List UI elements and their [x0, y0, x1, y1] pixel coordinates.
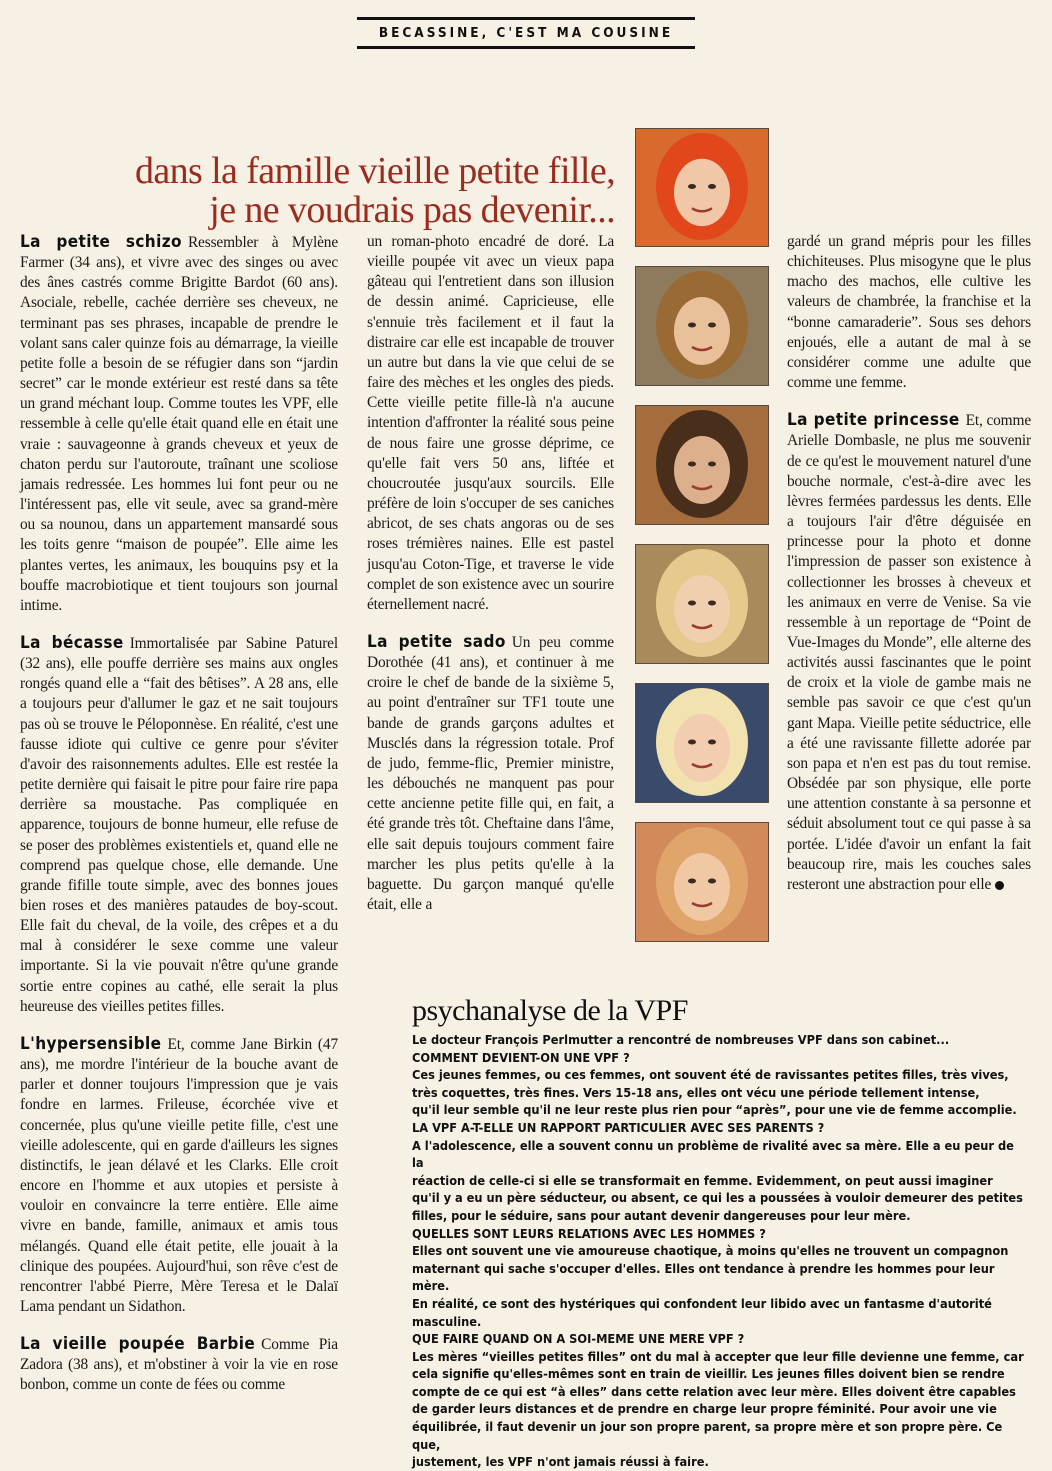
section-kicker: La bécasse [20, 632, 124, 653]
section-petite-princesse [787, 410, 1031, 895]
title-line-1: dans la famille vieille petite fille, [134, 150, 615, 192]
interview-line: équilibrée, il faut devenir un jour son propre parent, sa propre mère et son propre père. Ce que, [412, 1419, 1003, 1452]
photo-illustration [636, 545, 768, 663]
interview-line: compte de ce qui est “à elles” dans cette relation avec leur mère. Elles doivent être capables [412, 1383, 1016, 1399]
interview-line: qu'il y a eu un père séducteur, ou absent, ce qui les a poussées à vouloir demeurer des petites [412, 1190, 1023, 1206]
photo-illustration [636, 406, 768, 524]
photo-illustration [636, 684, 768, 802]
section-poupee-continued [367, 232, 614, 615]
box-title: psychanalyse de la VPF [412, 994, 688, 1027]
interview-line: A l'adolescence, elle a souvent connu un problème de rivalité avec sa mère. Elle a eu peur de la [412, 1137, 1014, 1171]
end-bullet-icon [995, 881, 1004, 890]
photo-red-haired-woman [635, 128, 769, 247]
interview-line: QUE FAIRE QUAND ON A SOI-MEME UNE MERE VPF ? [412, 1331, 745, 1347]
section-text: gardé un grand mépris pour les filles chichiteuses. Plus misogyne que le plus macho des machos, elle cultive les valeurs de chambrée, la franchise et la “bonne camaraderie”. Sous ses dehors enjoués, elle a autant de mal à se considérer comme une adulte que comme une femme. [787, 233, 1031, 392]
section-text: Un peu comme Dorothée (41 ans), et continuer à me croire le chef de bande de la sixième 5, au point d'entraîner sur TF1 toute une bande de grands garçons adultes et Musclés dans la régression totale. Prof de judo, femme-flic, Premier ministre, les débouchés ne manquent pas pour cette ancienne petite fille qui, en fait, a été grande très tôt. Cheftaine dans l'âme, elle sait depuis toujours comment faire marcher les plus petits qu'elle à la baguette. Du garçon manqué qu'elle était, elle a [367, 633, 614, 913]
section-becasse [20, 633, 338, 1017]
section-kicker: L'hypersensible [20, 1033, 162, 1054]
interview-line: LA VPF A-T-ELLE UN RAPPORT PARTICULIER AVEC SES PARENTS ? [412, 1119, 825, 1135]
section-hypersensible [20, 1034, 338, 1317]
photo-illustration [636, 129, 768, 246]
interview-line: filles, pour le séduire, sans pour autant devenir dangereuses pour leur mère. [412, 1207, 911, 1223]
interview-line: En réalité, ce sont des hystériques qui confondent leur libido avec un fantasme d'autorité masculine. [412, 1295, 992, 1329]
photo-woman-with-white-teddy [635, 822, 769, 942]
photo-illustration [636, 823, 768, 941]
photo-woman-with-horse [635, 266, 769, 386]
interview-line: Ces jeunes femmes, ou ces femmes, ont souvent été de ravissantes petites filles, très vives, [412, 1067, 1009, 1083]
column-1 [20, 232, 338, 1396]
section-text: Et, comme Arielle Dombasle, ne plus me souvenir de ce qu'est le mouvement naturel d'une bouche normale, c'est-à-dire avec les lèvres fermées pardessus les dents. Elle a toujours l'air d'être déguisée en princesse pour la photo et donne l'impression de passer son existence à collectionner les brosses à cheveux et les animaux en verre de Venise. Sa vie ressemble à un reportage de “Point de Vue-Images du Monde”, elle alterne des activités aussi fascinantes que le point de croix et la viole de gambe mais ne semble pas savoir ce que c'est qu'un gant Mapa. Vieille petite séductrice, elle a été une ravissante fillette adorée par son papa et n'en est pas du tout remise. Obsédée par son physique, elle porte une attention constante à sa personne et séduit absolument tout ce qui passe à sa portée. L'idée d'avoir un enfant la fait beaucoup rire, mais les couches sales resteront une abstraction pour elle [787, 412, 1031, 893]
section-kicker: La petite schizo [20, 232, 182, 252]
interview-line: Elles ont souvent une vie amoureuse chaotique, à moins qu'elles ne trouvent un compagnon [412, 1243, 1009, 1259]
section-petite-schizo [20, 232, 338, 616]
section-kicker: La petite princesse [787, 410, 960, 431]
interview-line: COMMENT DEVIENT-ON UNE VPF ? [412, 1049, 630, 1065]
interview-line: réaction de celle-ci si elle se transformait en femme. Evidemment, on peut aussi imaginer [412, 1172, 993, 1188]
section-petite-sado [367, 632, 614, 915]
section-text: Comme Pia Zadora (38 ans), et m'obstiner à voir la vie en rose bonbon, comme un conte de fées ou comme [20, 1336, 338, 1394]
section-text: Immortalisée par Sabine Paturel (32 ans), elle pouffe derrière ses mains aux ongles rongés quand elle a “fait des bêtises”. A 28 ans, elle a toujours peur d'allumer le gaz et ne sait toujours pas où se trouve le Péloponnèse. En réalité, c'est une fausse idiote qui cultive ce genre pour s'éviter d'avoir des raisonnements adultes. Elle est restée la petite dernière qui faisait le pitre pour faire rire papa derrière sa moustache. Pas compliquée en apparence, toujours de bonne humeur, elle refuse de se poser des problèmes existentiels et, quand elle ne comprend pas quelque chose, elle demande. Une grande fifille toute simple, avec des bonnes joues bien roses et des manières pataudes de boy-scout. Elle fait du cheval, de la voile, des crêpes et a du mal à considérer le sexe comme une valeur importante. Si la vie pouvait n'être qu'une grande sortie entre copines au cathé, elle serait la plus heureuse des vieilles petites filles. [20, 634, 338, 1015]
section-kicker: La vieille poupée Barbie [20, 1334, 256, 1355]
photo-woman-with-teddy-bear [635, 544, 769, 664]
section-sado-continued [787, 232, 1031, 393]
interview-line: Les mères “vieilles petites filles” ont du mal à accepter que leur fille devienne une femme, car [412, 1348, 1024, 1364]
section-text: Ressembler à Mylène Farmer (34 ans), et vivre avec des singes ou avec des ânes castrés comme Brigitte Bardot (60 ans). Asociale, rebelle, cachée derrière ses cheveux, ne terminant pas ses phrases, incapable de prendre le volant sans caler quinze fois au démarrage, la vieille petite folle a besoin de se réfugier dans son “jardin secret” car le monde extérieur est resté dans sa tête un grand méchant loup. Comme toutes les VPF, elle ressemble à celle qu'elle était quand elle en était une vraie : sauvageonne à grands cheveux et yeux de chaton perdu sur l'autoroute, traînant une scoliose jamais redressée. Les hommes lui font peur ou ne l'intéressent pas, elle vit seule, avec sa grand-mère ou sa nounou, dans un appartement mansardé sous les toits genre “maison de poupée”. Elle aime les plantes vertes, les animaux, les bouquins psy et la bouffe macrobiotique et tient toujours son journal intime. [20, 234, 338, 614]
column-3 [787, 232, 1031, 895]
section-text: Et, comme Jane Birkin (47 ans), me mordre l'intérieur de la bouche avant de parler et donner toujours l'impression que je vais fondre en larmes. Frileuse, écorchée vive et concernée, plus qu'une vieille petite fille, c'est une vieille adolescente, qui en garde d'ailleurs les signes distinctifs, le jean délavé et les Clarks. Elle croit encore en l'homme et aux utopies et persiste à vouloir en convaincre la terre entière. Elle aime vivre en bande, famille, animaux et amis tous mélangés. Quand elle était petite, elle jouait à la clinique des poupées. Aujourd'hui, son rêve c'est de rencontrer l'abbé Pierre, Mère Teresa et le Dalaï Lama pendant un Sidathon. [20, 1035, 338, 1315]
photo-dark-haired-woman [635, 405, 769, 525]
photo-woman-with-puppets [635, 683, 769, 803]
interview-line: de garder leurs distances et de prendre en charge leur propre féminité. Pour avoir une vie [412, 1401, 997, 1417]
photo-illustration [636, 267, 768, 385]
column-2 [367, 232, 614, 915]
interview-line: Le docteur François Perlmutter a rencontré de nombreuses VPF dans son cabinet... [412, 1032, 950, 1047]
interview-box [412, 1031, 1024, 1471]
section-text: un roman-photo encadré de doré. La vieille poupée vit avec un vieux papa gâteau qui l'entretient dans son illusion de dessin animé. Capricieuse, elle s'ennuie très facilement et il faut la distraire car elle est incapable de trouver un autre but dans la vie que celui de se faire des mèches et les ongles des pieds. Cette vieille petite fille-là n'a aucune intention d'affronter la réalité sous peine de nous faire une grosse déprime, ce qu'elle fait vers 50 ans, liftée et choucroutée jusqu'aux sourcils. Elle préfère de loin s'occuper de ses caniches abricot, de ses chats angoras ou de ses roses trémières naines. Elle est pastel jusqu'au Coton-Tige, et traverse le vide complet de son existence avec un sourire éternellement nacré. [367, 233, 614, 613]
title-line-2: je ne voudrais pas devenir... [209, 189, 615, 231]
interview-line: justement, les VPF n'ont jamais réussi à faire. [412, 1454, 709, 1470]
section-kicker: La petite sado [367, 631, 506, 652]
interview-line: qu'il leur semble qu'il ne leur reste plus rien pour “après”, pour une vie de femme accomplie. [412, 1102, 1017, 1118]
interview-line: cela signifie qu'elles-mêmes sont en train de vieillir. Les jeunes filles doivent bien se rendre [412, 1366, 1005, 1382]
interview-line: QUELLES SONT LEURS RELATIONS AVEC LES HOMMES ? [412, 1225, 766, 1241]
running-header [357, 17, 695, 49]
interview-line: maternant qui sache s'occuper d'elles. Elles ont tendance à prendre les hommes pour leur mère. [412, 1260, 995, 1294]
article-title [100, 152, 615, 230]
running-title: BECASSINE, C'EST MA COUSINE [378, 25, 674, 41]
section-poupee-barbie [20, 1334, 338, 1395]
interview-line: très coquettes, très fines. Vers 15-18 ans, elles ont vécu une période tellement intense, [412, 1084, 980, 1100]
